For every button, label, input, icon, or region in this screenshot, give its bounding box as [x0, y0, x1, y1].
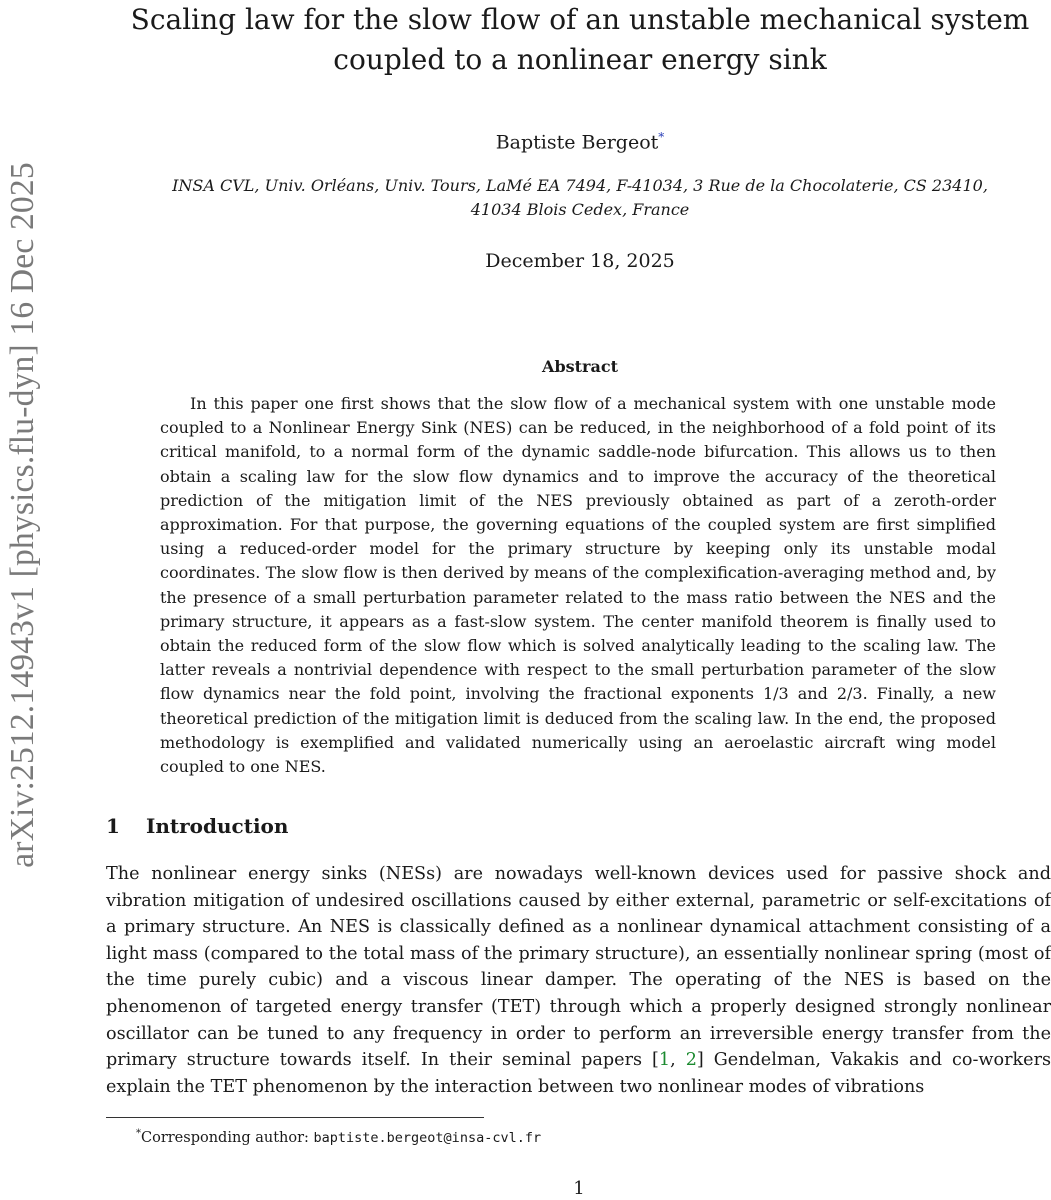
- citation-2[interactable]: 2: [685, 1050, 697, 1071]
- affiliation: [110, 174, 1050, 222]
- affiliation-line-1: INSA CVL, Univ. Orléans, Univ. Tours, LaMé EA 7494, F-41034, 3 Rue de la Chocolaterie, CS 23410,: [172, 176, 988, 195]
- introduction-paragraph: [106, 861, 1051, 1100]
- abstract-text: In this paper one first shows that the slow flow of a mechanical system with one unstable mode coupled to a Nonlinear Energy Sink (NES) can be reduced, in the neighborhood of a fold point of its critical manifold, to a normal form of the dynamic saddle-node bifurcation. This allows us to then obtain a scaling law for the slow flow dynamics and to improve the accuracy of the theoretical prediction of the mitigation limit of the NES previously obtained as part of a zeroth-order approximation. For that purpose, the governing equations of the coupled system are first simplified using a reduced-order model for the primary structure by keeping only its unstable modal coordinates. The slow flow is then derived by means of the complexification-averaging method and, by the presence of a small perturbation parameter related to the mass ratio between the NES and the primary structure, it appears as a fast-slow system. The center manifold theorem is finally used to obtain the reduced form of the slow flow which is solved analytically leading to the scaling law. The latter reveals a nontrivial dependence with respect to the small perturbation parameter of the slow flow dynamics near the fold point, involving the fractional exponents 1/3 and 2/3. Finally, a new theoretical prediction of the mitigation limit is deduced from the scaling law. In the end, the proposed methodology is exemplified and validated numerically using an aeroelastic aircraft wing model coupled to one NES.: [160, 394, 996, 777]
- section-title: Introduction: [146, 814, 289, 838]
- arxiv-stamp-text: arXiv:2512.14943v1 [physics.flu-dyn] 16 Dec 2025: [4, 162, 42, 868]
- title-line-2: coupled to a nonlinear energy sink: [333, 43, 827, 76]
- footnote-email[interactable]: baptiste.bergeot@insa-cvl.fr: [313, 1129, 542, 1146]
- footnote-rule: [106, 1117, 484, 1118]
- paper-title: [110, 0, 1050, 80]
- arxiv-stamp: [4, 90, 42, 940]
- title-line-1: Scaling law for the slow flow of an unstable mechanical system: [130, 3, 1030, 36]
- citation-1[interactable]: 1: [658, 1050, 671, 1071]
- abstract-heading: Abstract: [542, 357, 618, 376]
- footnote: [136, 1124, 1036, 1148]
- affiliation-line-2: 41034 Blois Cedex, France: [470, 200, 690, 219]
- intro-text-after: ] Gendelman, Vakakis and co-workers explain the TET phenomenon by the interaction between two nonlinear modes of vibrations: [106, 1050, 1051, 1097]
- author-name: Baptiste Bergeot: [495, 131, 659, 154]
- footnote-label: Corresponding author:: [141, 1129, 314, 1146]
- intro-text-before: The nonlinear energy sinks (NESs) are nowadays well-known devices used for passive shock and vibration mitigation of undesired oscillations caused by either external, parametric or self-excitations of a primary structure. An NES is classically defined as a nonlinear dynamical attachment consisting of a light mass (compared to the total mass of the primary structure), an essentially nonlinear spring (most of the time purely cubic) and a viscous linear damper. The operating of the NES is based on the phenomenon of targeted energy transfer (TET) through which a properly designed strongly nonlinear oscillator can be tuned to any frequency in order to perform an irreversible energy transfer from the primary structure towards itself. In their seminal papers [: [106, 864, 1051, 1071]
- author-footnote-mark[interactable]: *: [658, 130, 665, 144]
- page-number: 1: [573, 1178, 585, 1199]
- author-block: [110, 125, 1050, 154]
- footnote-mark: *: [136, 1128, 141, 1139]
- section-number: 1: [106, 814, 120, 838]
- paper-date: December 18, 2025: [485, 250, 675, 272]
- section-heading-introduction: [106, 813, 1046, 839]
- citation-separator: ,: [670, 1050, 686, 1071]
